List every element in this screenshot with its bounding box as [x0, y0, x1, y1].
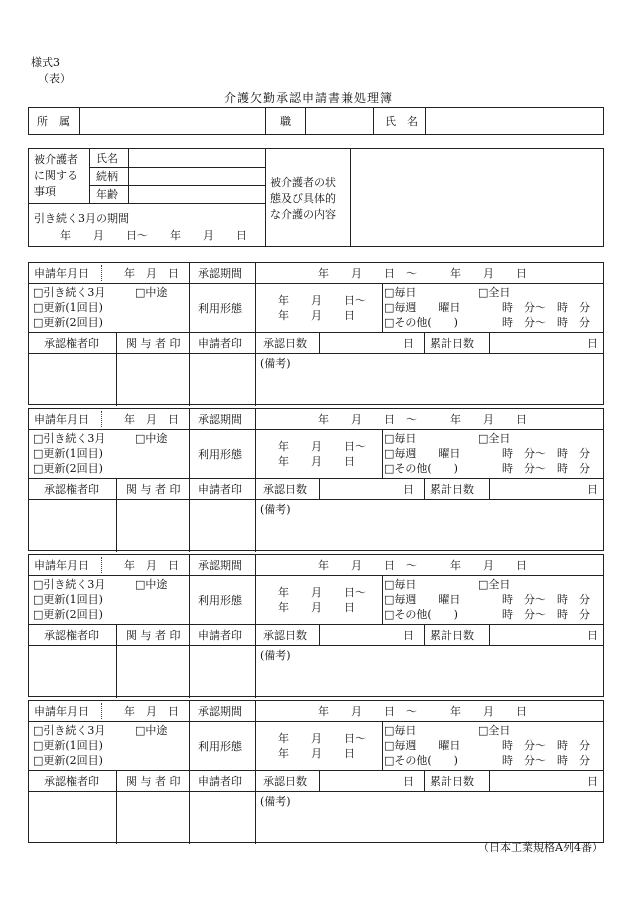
usage-daily[interactable]: □毎日: [384, 724, 417, 737]
type-renew-2[interactable]: □更新(2回目): [33, 608, 103, 621]
usage-other[interactable]: □その他( ): [384, 316, 458, 329]
approved-days-label: 承認日数: [263, 483, 307, 496]
usage-date-1: 年 月 日〜: [278, 732, 366, 745]
type-renew-1[interactable]: □更新(1回目): [33, 447, 103, 460]
usage-daily[interactable]: □毎日: [384, 578, 417, 591]
approved-days-unit: 日: [403, 483, 414, 496]
involved-seal-label: 関 与 者 印: [126, 775, 181, 788]
care-group-label-2: に関する: [34, 169, 78, 182]
approved-days-unit: 日: [403, 337, 414, 350]
usage-weekly[interactable]: □毎週 曜日: [384, 301, 461, 314]
approver-seal-label: 承認権者印: [44, 629, 99, 642]
approval-period-label: 承認期間: [198, 559, 242, 572]
type-midway[interactable]: □中途: [135, 432, 168, 445]
usage-label: 利用形態: [198, 448, 242, 461]
page-title: 介護欠勤承認申請書兼処理簿: [224, 91, 394, 105]
recipient-relation-label: 続柄: [96, 170, 118, 183]
approval-period-label: 承認期間: [198, 413, 242, 426]
usage-label: 利用形態: [198, 594, 242, 607]
usage-other[interactable]: □その他( ): [384, 462, 458, 475]
usage-all-day[interactable]: □全日: [478, 578, 511, 591]
remarks-label: (備考): [260, 795, 291, 808]
type-continuous[interactable]: □引き続く3月: [33, 578, 106, 591]
approval-period-label: 承認期間: [198, 267, 242, 280]
type-continuous[interactable]: □引き続く3月: [33, 724, 106, 737]
total-days-label: 累計日数: [430, 629, 474, 642]
total-days-label: 累計日数: [430, 483, 474, 496]
usage-label: 利用形態: [198, 302, 242, 315]
total-days-label: 累計日数: [430, 775, 474, 788]
total-days-unit: 日: [587, 775, 598, 788]
usage-date-2: 年 月 日: [278, 601, 355, 614]
total-days-unit: 日: [587, 629, 598, 642]
type-continuous[interactable]: □引き続く3月: [33, 432, 106, 445]
remarks-label: (備考): [260, 649, 291, 662]
usage-date-1: 年 月 日〜: [278, 294, 366, 307]
usage-weekly[interactable]: □毎週 曜日: [384, 739, 461, 752]
approved-days-label: 承認日数: [263, 337, 307, 350]
care-recipient-section: [28, 148, 604, 247]
approver-seal-label: 承認権者印: [44, 483, 99, 496]
type-renew-2[interactable]: □更新(2回目): [33, 754, 103, 767]
applicant-seal-label: 申請者印: [198, 483, 242, 496]
usage-time-2: 時 分〜 時 分: [502, 754, 590, 767]
recipient-name-label: 氏名: [96, 152, 118, 165]
approver-seal-label: 承認権者印: [44, 337, 99, 350]
type-renew-1[interactable]: □更新(1回目): [33, 739, 103, 752]
usage-time-1: 時 分〜 時 分: [502, 593, 590, 606]
involved-seal-label: 関 与 者 印: [126, 483, 181, 496]
usage-all-day[interactable]: □全日: [478, 724, 511, 737]
top-row: [28, 107, 604, 135]
recipient-age-label: 年齢: [96, 188, 118, 201]
condition-label-3: な介護の内容: [270, 208, 336, 221]
type-renew-1[interactable]: □更新(1回目): [33, 593, 103, 606]
care-group-label-1: 被介護者: [34, 153, 78, 166]
usage-date-2: 年 月 日: [278, 455, 355, 468]
approved-days-label: 承認日数: [263, 629, 307, 642]
type-continuous[interactable]: □引き続く3月: [33, 286, 106, 299]
usage-time-2: 時 分〜 時 分: [502, 316, 590, 329]
period-label: 引き続く3月の期間: [34, 212, 129, 225]
form-number: 様式3: [31, 56, 60, 69]
apply-date-value: 年 月 日: [124, 267, 179, 280]
care-group-label-3: 事項: [34, 185, 56, 198]
application-block: [28, 700, 604, 843]
approval-period-value: 年 月 日 〜 年 月 日: [318, 705, 527, 718]
apply-date-label: 申請年月日: [34, 705, 89, 718]
approver-seal-label: 承認権者印: [44, 775, 99, 788]
applicant-seal-label: 申請者印: [198, 775, 242, 788]
usage-date-2: 年 月 日: [278, 747, 355, 760]
approval-period-value: 年 月 日 〜 年 月 日: [318, 559, 527, 572]
approved-days-unit: 日: [403, 775, 414, 788]
total-days-unit: 日: [587, 337, 598, 350]
usage-daily[interactable]: □毎日: [384, 432, 417, 445]
usage-weekly[interactable]: □毎週 曜日: [384, 447, 461, 460]
usage-daily[interactable]: □毎日: [384, 286, 417, 299]
approval-period-value: 年 月 日 〜 年 月 日: [318, 413, 527, 426]
applicant-seal-label: 申請者印: [198, 629, 242, 642]
usage-label: 利用形態: [198, 740, 242, 753]
period-value: 年 月 日〜 年 月 日: [60, 229, 247, 242]
usage-weekly[interactable]: □毎週 曜日: [384, 593, 461, 606]
condition-label-2: 態及び具体的: [270, 192, 336, 205]
position-label: 職: [280, 115, 291, 128]
usage-all-day[interactable]: □全日: [478, 286, 511, 299]
type-midway[interactable]: □中途: [135, 578, 168, 591]
total-days-label: 累計日数: [430, 337, 474, 350]
involved-seal-label: 関 与 者 印: [126, 629, 181, 642]
approval-period-label: 承認期間: [198, 705, 242, 718]
usage-time-2: 時 分〜 時 分: [502, 608, 590, 621]
apply-date-label: 申請年月日: [34, 559, 89, 572]
usage-time-1: 時 分〜 時 分: [502, 447, 590, 460]
type-renew-2[interactable]: □更新(2回目): [33, 316, 103, 329]
usage-all-day[interactable]: □全日: [478, 432, 511, 445]
approval-period-value: 年 月 日 〜 年 月 日: [318, 267, 527, 280]
apply-date-label: 申請年月日: [34, 413, 89, 426]
application-block: [28, 408, 604, 551]
usage-date-1: 年 月 日〜: [278, 440, 366, 453]
usage-other[interactable]: □その他( ): [384, 608, 458, 621]
apply-date-value: 年 月 日: [124, 413, 179, 426]
application-block: [28, 262, 604, 405]
usage-time-2: 時 分〜 時 分: [502, 462, 590, 475]
total-days-unit: 日: [587, 483, 598, 496]
size-note: （日本工業規格A列4番）: [478, 841, 603, 854]
approved-days-label: 承認日数: [263, 775, 307, 788]
usage-date-2: 年 月 日: [278, 309, 355, 322]
type-midway[interactable]: □中途: [135, 724, 168, 737]
apply-date-value: 年 月 日: [124, 559, 179, 572]
apply-date-label: 申請年月日: [34, 267, 89, 280]
usage-other[interactable]: □その他( ): [384, 754, 458, 767]
name-label: 氏 名: [385, 115, 418, 128]
usage-date-1: 年 月 日〜: [278, 586, 366, 599]
approved-days-unit: 日: [403, 629, 414, 642]
usage-time-1: 時 分〜 時 分: [502, 301, 590, 314]
involved-seal-label: 関 与 者 印: [126, 337, 181, 350]
apply-date-value: 年 月 日: [124, 705, 179, 718]
type-renew-1[interactable]: □更新(1回目): [33, 301, 103, 314]
dept-label: 所 属: [37, 115, 70, 128]
application-block: [28, 554, 604, 697]
usage-time-1: 時 分〜 時 分: [502, 739, 590, 752]
type-midway[interactable]: □中途: [135, 286, 168, 299]
applicant-seal-label: 申請者印: [198, 337, 242, 350]
type-renew-2[interactable]: □更新(2回目): [33, 462, 103, 475]
remarks-label: (備考): [260, 357, 291, 370]
remarks-label: (備考): [260, 503, 291, 516]
condition-label-1: 被介護者の状: [270, 176, 336, 189]
form-side: （表）: [38, 72, 71, 85]
